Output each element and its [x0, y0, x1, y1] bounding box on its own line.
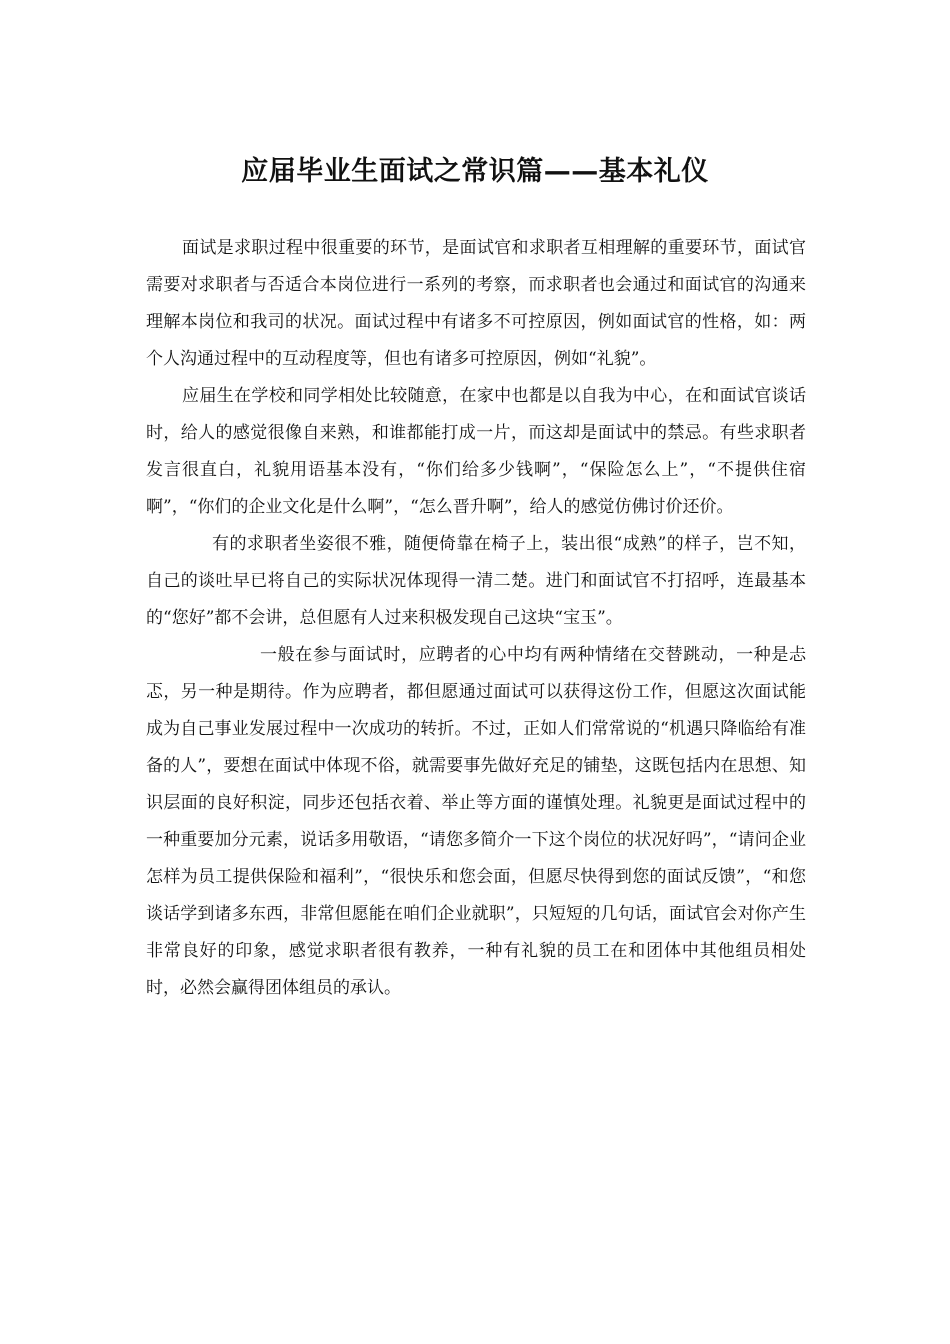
paragraph-2: 应届生在学校和同学相处比较随意，在家中也都是以自我为中心，在和面试官谈话时，给人的感觉很像自来熟，和谁都能打成一片，而这却是面试中的禁忌。有些求职者发言很直白，礼貌用语基本没有，“你们给多少钱啊”，“保险怎么上”，“不提供住宿啊”，“你们的企业文化是什么啊”，“怎么晋升啊”，给人的感觉仿佛讨价还价。 — [146, 386, 806, 517]
paragraph-1: 面试是求职过程中很重要的环节，是面试官和求职者互相理解的重要环节，面试官需要对求职者与否适合本岗位进行一系列的考察，而求职者也会通过和面试官的沟通来理解本岗位和我司的状况。面试过程中有诸多不可控原因，例如面试官的性格，如：两个人沟通过程中的互动程度等，但也有诸多可控原因，例如“礼貌”。 — [146, 238, 806, 369]
paragraph-3: 有的求职者坐姿很不雅，随便倚靠在椅子上，装出很“成熟”的样子，岂不知，自己的谈吐早已将自己的实际状况体现得一清二楚。进门和面试官不打招呼，连最基本的“您好”都不会讲，总但愿有人过来积极发现自己这块“宝玉”。 — [146, 534, 806, 628]
document-title: 应届毕业生面试之常识篇——基本礼仪 — [241, 156, 709, 187]
document-body — [146, 230, 806, 1007]
paragraph-4: 一般在参与面试时，应聘者的心中均有两种情绪在交替跳动，一种是忐忑，另一种是期待。作为应聘者，都但愿通过面试可以获得这份工作，但愿这次面试能成为自己事业发展过程中一次成功的转折。不过，正如人们常常说的“机遇只降临给有准备的人”，要想在面试中体现不俗，就需要事先做好充足的铺垫，这既包括内在思想、知识层面的良好积淀，同步还包括衣着、举止等方面的谨慎处理。礼貌更是面试过程中的一种重要加分元素，说话多用敬语，“请您多简介一下这个岗位的状况好吗”，“请问企业怎样为员工提供保险和福利”，“很快乐和您会面，但愿尽快得到您的面试反馈”，“和您谈话学到诸多东西，非常但愿能在咱们企业就职”，只短短的几句话，面试官会对你产生非常良好的印象，感觉求职者很有教养，一种有礼貌的员工在和团体中其他组员相处时，必然会赢得团体组员的承认。 — [146, 645, 806, 998]
